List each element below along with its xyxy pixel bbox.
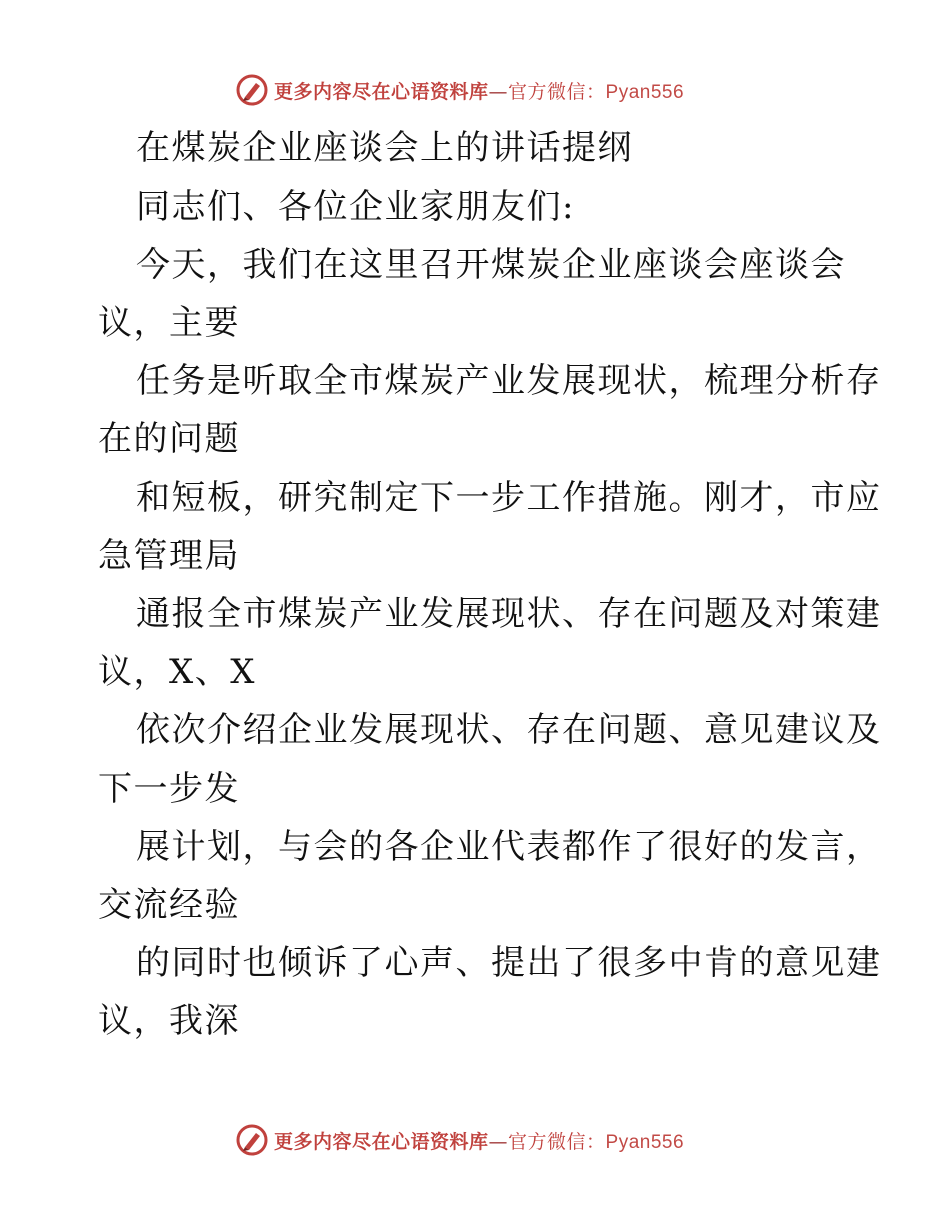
watermark-wechat-label: 官方微信： (508, 1130, 606, 1153)
salutation: 同志们、各位企业家朋友们: (136, 187, 575, 227)
watermark-text (274, 77, 684, 104)
watermark-wechat-id: Pyan556 (605, 81, 685, 103)
red-pen-logo-icon (236, 1124, 268, 1156)
watermark-wechat-label: 官方微信： (508, 80, 606, 103)
paragraph-line: 下一步发 (98, 769, 240, 809)
paragraph-line: 在的问题 (98, 419, 240, 459)
watermark-dash: — (488, 80, 509, 103)
watermark-text (274, 1127, 684, 1154)
document-title: 在煤炭企业座谈会上的讲话提纲 (136, 128, 633, 168)
paragraph-line: 今天，我们在这里召开煤炭企业座谈会座谈会 (136, 245, 846, 285)
paragraph-line: 通报全市煤炭产业发展现状、存在问题及对策建 (136, 594, 882, 634)
paragraph-line: 依次介绍企业发展现状、存在问题、意见建议及 (136, 710, 882, 750)
paragraph-line: 议，X、X (98, 652, 256, 692)
paragraph-line: 任务是听取全市煤炭产业发展现状，梳理分析存 (136, 361, 882, 401)
paragraph-line: 议，主要 (98, 303, 240, 343)
red-pen-logo-icon (236, 74, 268, 106)
paragraph-line: 和短板，研究制定下一步工作措施。刚才，市应 (136, 478, 882, 518)
watermark-brand: 更多内容尽在心语资料库 (274, 80, 489, 103)
footer-watermark (236, 1122, 684, 1158)
paragraph-line: 急管理局 (98, 536, 240, 576)
watermark-brand: 更多内容尽在心语资料库 (274, 1130, 489, 1153)
paragraph-line: 议，我深 (98, 1001, 240, 1041)
header-watermark (236, 72, 684, 108)
paragraph-line: 展计划，与会的各企业代表都作了很好的发言， (136, 827, 882, 867)
watermark-wechat-id: Pyan556 (605, 1131, 685, 1153)
watermark-dash: — (488, 1130, 509, 1153)
paragraph-line: 交流经验 (98, 885, 240, 925)
paragraph-line: 的同时也倾诉了心声、提出了很多中肯的意见建 (136, 943, 882, 983)
